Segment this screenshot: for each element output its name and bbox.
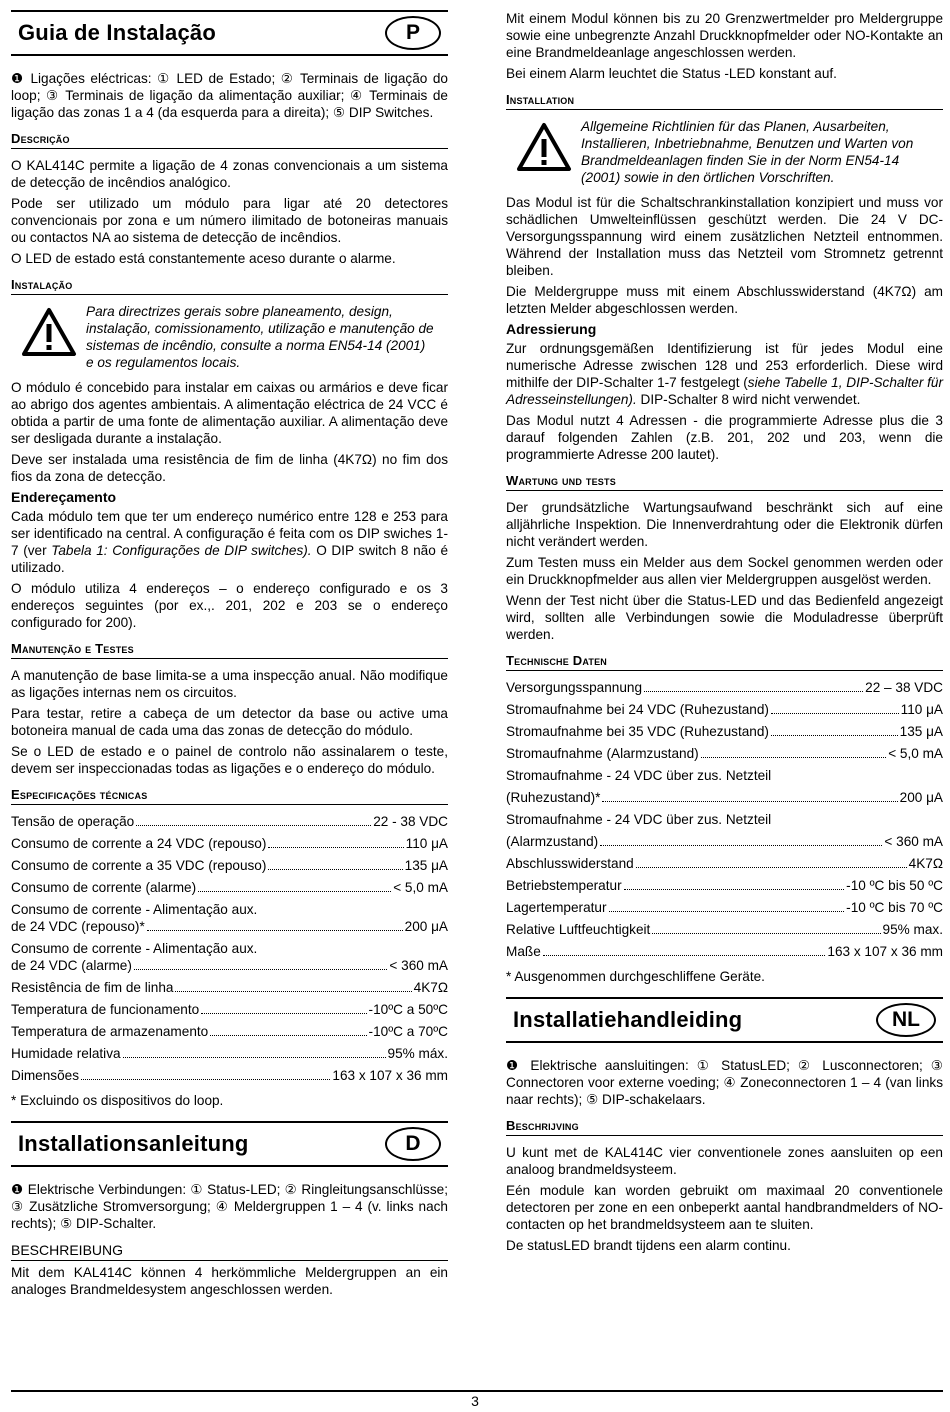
pt-connections: ❶ Ligações eléctricas: ① LED de Estado; ② Terminais de ligação do loop; ③ Terminais de ligação da alimentação auxiliar; ④ Terminais de ligação das zonas 1 a 4 (da esquerda para a direita); ⑤ DIP Switches. [11, 71, 448, 120]
pt-desc-p1: O KAL414C permite a ligação de 4 zonas convencionais a um sistema de detecção de incêndios analógico. [11, 158, 448, 190]
de-addr-heading: Adressierung [506, 321, 597, 337]
spec-value: 4K7Ω [908, 856, 943, 871]
spec-row [506, 723, 943, 740]
spec-value: 135 μA [899, 724, 943, 739]
spec-row [11, 979, 448, 996]
spec-label: Consumo de corrente a 24 VDC (repouso) [11, 836, 267, 851]
pt-addr-p1-ref: Tabela 1: Configurações de DIP switches). [51, 543, 312, 558]
pt-inst-p1: O módulo é concebido para instalar em caixas ou armários e deve ficar ao abrigo dos agentes ambientais. A alimentação eléctrica de 24 VCC é obtida a partir de uma fonte de alimentação auxiliar. A alimentação deve ser desligada durante a instalação. [11, 380, 448, 446]
spec-row [11, 1001, 448, 1018]
spec-row [11, 901, 448, 935]
spec-label: Consumo de corrente (alarme) [11, 880, 197, 895]
spec-leader-dots [652, 933, 880, 934]
spec-value: 163 x 107 x 36 mm [827, 944, 943, 959]
de-spec-heading: Technische Daten [506, 653, 943, 671]
spec-value: -10 ºC bis 70 ºC [846, 900, 943, 915]
pt-warning-text: Para directrizes gerais sobre planeamento, design, instalação, comissionamento, utilização e manutenção de sistemas de incêndio, consulte a norma EN54-14 (2001) e os regulamentos locais. [86, 304, 434, 370]
nl-connections: ❶ Elektrische aansluitingen: ① StatusLED; ② Lusconnectoren; ③ Connectoren voor externe voeding; ④ Zoneconnectoren 1 – 4 (van links naar rechts); ⑤ DIP-schakelaars. [506, 1058, 943, 1107]
spec-value: 22 - 38 VDC [373, 814, 448, 829]
spec-label: de 24 VDC (repouso)* [11, 919, 145, 934]
de-maint-p2: Zum Testen muss ein Melder aus dem Sockel genommen werden oder ein Druckknopfmelder aus allen vier Meldergruppen ausgelöst werden. [506, 555, 943, 587]
spec-row [506, 701, 943, 718]
spec-label: Consumo de corrente a 35 VDC (repouso) [11, 858, 267, 873]
spec-leader-dots [123, 1057, 386, 1058]
nl-desc-heading: Beschrijving [506, 1118, 943, 1136]
spec-leader-dots [609, 911, 845, 912]
spec-leader-dots [198, 891, 391, 892]
warning-triangle-icon [11, 303, 86, 357]
spec-label: Stromaufnahme bei 24 VDC (Ruhezustand) [506, 702, 769, 717]
spec-row [11, 940, 448, 974]
spec-leader-dots [602, 801, 897, 802]
spec-label: Humidade relativa [11, 1046, 121, 1061]
spec-leader-dots [210, 1035, 366, 1036]
de-warning-box [506, 118, 943, 186]
spec-value: 110 μA [405, 836, 448, 851]
de-spec-list [506, 679, 943, 960]
de-desc-p3: Bei einem Alarm leuchtet die Status -LED konstant auf. [506, 66, 837, 81]
spec-row [11, 813, 448, 830]
spec-value: < 5,0 mA [393, 880, 448, 895]
warning-triangle-icon [506, 118, 581, 172]
de-warning-text: Allgemeine Richtlinien für das Planen, Ausarbeiten, Installieren, Inbetriebnahme, Benutzen und Warten von Brandmeldeanlagen finden Sie in der Norm EN54-14 (2001) sowie in den örtlichen Vorschriften. [581, 119, 914, 185]
spec-row [506, 943, 943, 960]
nl-language-badge: NL [876, 1003, 936, 1037]
de-desc-p1: Mit dem KAL414C können 4 herkömmliche Meldergruppen an ein analoges Brandmeldesystem angeschlossen werden. [11, 1265, 448, 1297]
nl-desc-p2: Eén module kan worden gebruikt om maximaal 20 conventionele detectoren per zone en een onbeperkt aantal handbrandmelders of NO-contacten op het brandmeldsysteem aan te sluiten. [506, 1183, 943, 1232]
de-desc-p2: Mit einem Modul können bis zu 20 Grenzwertmelder pro Meldergruppe sowie eine unbegrenzte Anzahl Druckknopfmelder oder NO-Kontakte an eine Brandmeldeanlage angeschlossen werden. [506, 11, 943, 60]
pt-spec-heading: Especificações técnicas [11, 787, 448, 805]
de-maint-heading: Wartung und tests [506, 473, 943, 491]
spec-label: (Ruhezustand)* [506, 790, 601, 805]
pt-addr-p1-a: Cada módulo tem que ter um endereço numérico entre 128 e 253 para ser identificado na central. A configuração é feita com os DIP swiches 1-7 (ver [11, 509, 448, 558]
de-footnote: * Ausgenommen durchgeschliffene Geräte. [506, 969, 765, 984]
pt-language-badge: P [385, 16, 441, 50]
spec-value: -10ºC a 70ºC [368, 1024, 448, 1039]
de-addr-p1-a: Zur ordnungsgemäßen Identifizierung ist für jedes Modul eine numerische Adresse zwischen 128 und 253 erforderlich. Diese wird mithilfe der DIP-Schalter 1-7 festgelegt ( [506, 341, 943, 390]
spec-leader-dots [136, 825, 371, 826]
spec-leader-dots [81, 1079, 330, 1080]
spec-label: Lagertemperatur [506, 900, 607, 915]
spec-value: 110 μA [900, 702, 943, 717]
pt-addr-p2: O módulo utiliza 4 endereços – o endereço configurado e os 3 endereços seguintes (por ex.,. 201, 202 e 203 se o endereço configurado for 200). [11, 581, 448, 630]
spec-row [11, 1067, 448, 1084]
spec-label: Relative Luftfeuchtigkeit [506, 922, 651, 937]
footer-rule [11, 1390, 943, 1392]
spec-value: 163 x 107 x 36 mm [332, 1068, 448, 1083]
pt-title-bar [11, 10, 448, 56]
nl-desc-p1: U kunt met de KAL414C vier conventionele zones aansluiten op een analoog brandmeldsysteem. [506, 1145, 943, 1177]
de-inst-p1: Das Modul ist für die Schaltschrankinstallation konzipiert und muss vor schädlichen Umwelteinflüssen geschützt werden. Die 24 V DC-Versorgungsspannung wird einem zusätzlichen Netzteil entnommen. Während der Installation muss das Netzteil vom Stromnetz getrennt bleiben. [506, 195, 943, 278]
de-connections: ❶ Elektrische Verbindungen: ① Status-LED; ② Ringleitungsanschlüsse; ③ Zusätzliche Stromversorgung; ④ Meldergruppen 1 – 4 (v. links nach rechts); ⑤ DIP-Schalter. [11, 1182, 448, 1231]
spec-label-line1: Stromaufnahme - 24 VDC über zus. Netzteil [506, 768, 772, 783]
spec-label: Versorgungsspannung [506, 680, 643, 695]
spec-leader-dots [636, 867, 907, 868]
de-language-badge: D [385, 1127, 441, 1161]
spec-leader-dots [771, 735, 898, 736]
spec-leader-dots [771, 713, 899, 714]
spec-row [506, 899, 943, 916]
de-addr-p1 [506, 340, 943, 408]
spec-value: 200 μA [404, 919, 448, 934]
de-inst-p2: Die Meldergruppe muss mit einem Abschlusswiderstand (4K7Ω) am letzten Melder abgeschlossen werden. [506, 284, 943, 316]
de-inst-heading: Installation [506, 92, 943, 110]
spec-value: -10ºC a 50ºC [368, 1002, 448, 1017]
spec-row [506, 921, 943, 938]
spec-row [506, 767, 943, 806]
page-number: 3 [471, 1393, 479, 1409]
spec-label: Resistência de fim de linha [11, 980, 174, 995]
de-addr-p1-b: DIP-Schalter 8 wird nicht verwendet. [636, 392, 861, 407]
pt-addr-heading: Endereçamento [11, 489, 117, 505]
spec-value: 4K7Ω [413, 980, 448, 995]
pt-inst-heading: Instalação [11, 277, 448, 295]
right-column [506, 10, 943, 1258]
spec-leader-dots [543, 955, 826, 956]
pt-addr-p1 [11, 508, 448, 576]
spec-label: Temperatura de funcionamento [11, 1002, 200, 1017]
spec-leader-dots [600, 845, 882, 846]
pt-desc-p3: O LED de estado está constantemente aceso durante o alarme. [11, 251, 396, 266]
spec-label-line1: Consumo de corrente - Alimentação aux. [11, 941, 258, 956]
spec-leader-dots [701, 757, 887, 758]
de-maint-p1: Der grundsätzliche Wartungsaufwand beschränkt sich auf eine alljährliche Inspektion. Die Innenverdrahtung oder die Elektronik dürfen nicht verändert werden. [506, 500, 943, 549]
spec-row [11, 857, 448, 874]
pt-warning-box [11, 303, 448, 371]
spec-leader-dots [268, 869, 402, 870]
nl-desc-p3: De statusLED brandt tijdens een alarm continu. [506, 1238, 791, 1253]
spec-row [506, 811, 943, 850]
spec-leader-dots [201, 1013, 366, 1014]
spec-value: 22 – 38 VDC [865, 680, 943, 695]
spec-value: 95% máx. [387, 1046, 448, 1061]
spec-label: Betriebstemperatur [506, 878, 622, 893]
spec-label-line1: Consumo de corrente - Alimentação aux. [11, 902, 258, 917]
spec-row [11, 1045, 448, 1062]
spec-label: de 24 VDC (alarme) [11, 958, 132, 973]
spec-leader-dots [175, 991, 411, 992]
spec-label: (Alarmzustand) [506, 834, 599, 849]
pt-footnote: * Excluindo os dispositivos do loop. [11, 1093, 224, 1108]
pt-spec-list [11, 813, 448, 1084]
spec-row [506, 679, 943, 696]
pt-maint-p3: Se o LED de estado e o painel de controlo não assinalarem o teste, devem ser inspeccionadas todas as ligações e o endereço do módulo. [11, 744, 448, 776]
spec-label: Stromaufnahme bei 35 VDC (Ruhezustand) [506, 724, 769, 739]
pt-inst-p2: Deve ser instalada uma resistência de fim de linha (4K7Ω) no fim dos fios da zona de detecção. [11, 452, 448, 484]
spec-label-line1: Stromaufnahme - 24 VDC über zus. Netzteil [506, 812, 772, 827]
spec-row [506, 877, 943, 894]
spec-value: < 360 mA [884, 834, 943, 849]
spec-label: Dimensões [11, 1068, 79, 1083]
nl-title: Installatiehandleiding [513, 1007, 743, 1032]
de-maint-p3: Wenn der Test nicht über die Status-LED und das Bedienfeld angezeigt wird, sollten alle Verbindungen sowie die Moduladresse überprüft werden. [506, 593, 943, 642]
pt-addr-p1-b: O DIP switch 8 não é utilizado. [11, 543, 449, 575]
spec-row [11, 879, 448, 896]
spec-leader-dots [644, 691, 863, 692]
spec-value: < 5,0 mA [888, 746, 943, 761]
spec-row [506, 745, 943, 762]
spec-label: Maße [506, 944, 541, 959]
pt-desc-p2: Pode ser utilizado um módulo para ligar até 20 detectores convencionais por zona e um número ilimitado de botoneiras manuais ou contactos NA ao sistema de detecção de incêndios. [11, 196, 448, 245]
nl-title-bar [506, 997, 943, 1043]
de-title: Installationsanleitung [18, 1131, 249, 1156]
pt-maint-p2: Para testar, retire a cabeça de um detector da base ou active uma botoneira manual de cada uma das zonas de detecção do módulo. [11, 706, 448, 738]
spec-label: Stromaufnahme (Alarmzustand) [506, 746, 699, 761]
spec-value: < 360 mA [389, 958, 448, 973]
spec-row [11, 835, 448, 852]
spec-label: Tensão de operação [11, 814, 135, 829]
spec-value: 135 μA [404, 858, 448, 873]
spec-label: Temperatura de armazenamento [11, 1024, 209, 1039]
spec-label: Abschlusswiderstand [506, 856, 634, 871]
pt-title: Guia de Instalação [18, 20, 217, 45]
spec-value: 95% max. [882, 922, 943, 937]
de-addr-p1-ref: siehe Tabelle 1, DIP-Schalter für Adresseinstellungen). [506, 375, 943, 407]
spec-leader-dots [624, 889, 845, 890]
spec-leader-dots [134, 969, 388, 970]
de-title-bar [11, 1121, 448, 1167]
de-addr-p2: Das Modul nutzt 4 Adressen - die programmierte Adresse plus die 3 darauf folgenden Zahlen (z.B. 201, 202 und 203, wenn die programmierte Adresse 200 lautet). [506, 413, 943, 462]
spec-value: -10 ºC bis 50 ºC [846, 878, 943, 893]
spec-value: 200 μA [899, 790, 943, 805]
pt-desc-heading: Descrição [11, 131, 448, 149]
left-column [11, 10, 448, 1302]
spec-row [506, 855, 943, 872]
de-desc-heading: BESCHREIBUNG [11, 1242, 448, 1261]
spec-row [11, 1023, 448, 1040]
spec-leader-dots [268, 847, 403, 848]
spec-leader-dots [147, 930, 403, 931]
pt-maint-heading: Manutenção e Testes [11, 641, 448, 659]
pt-maint-p1: A manutenção de base limita-se a uma inspecção anual. Não modifique as ligações internas nem os circuitos. [11, 668, 448, 700]
